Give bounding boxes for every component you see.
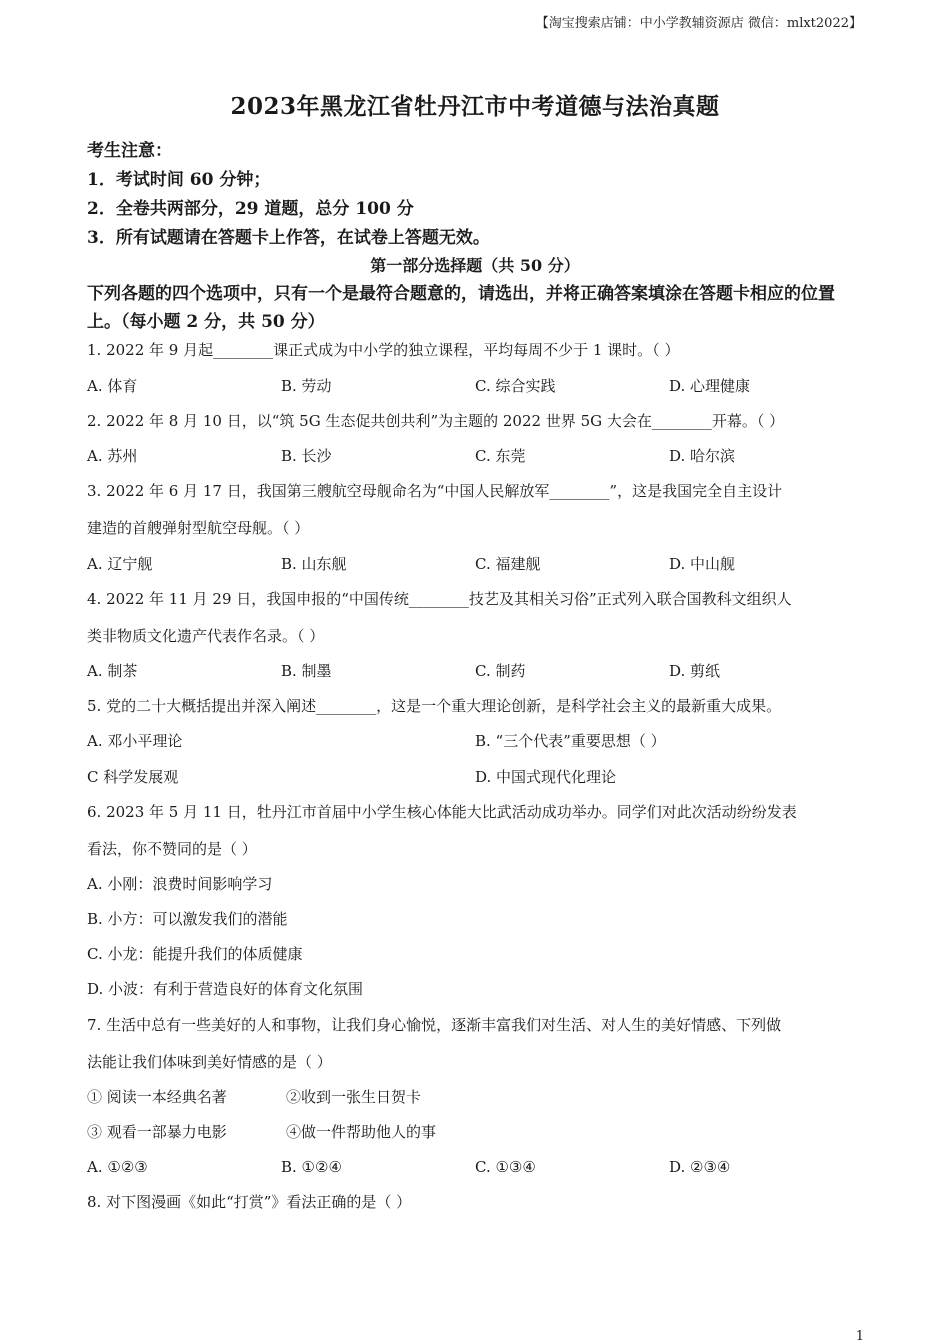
question-7-cont: 法能让我们体味到美好情感的是（ ） (87, 1053, 332, 1071)
option-a: A. ①②③ (87, 1158, 148, 1176)
option-b: B. “三个代表”重要思想（ ） (475, 732, 666, 750)
option-c: C. 东莞 (475, 447, 526, 465)
option-c: C. 综合实践 (475, 377, 556, 395)
question-3-cont: 建造的首艘弹射型航空母舰。（ ） (87, 519, 310, 537)
option-d: D. ②③④ (669, 1158, 731, 1176)
question-2: 2. 2022 年 8 月 10 日，以“筑 5G 生态促共创共利”为主题的 2022 世界 5G 大会在________开幕。（ ） (87, 412, 785, 430)
option-b: B. 劳动 (281, 377, 332, 395)
question-8: 8. 对下图漫画《如此“打赏”》看法正确的是（ ） (87, 1193, 412, 1211)
option-d: D. 剪纸 (669, 662, 721, 680)
page-number: 1 (855, 1329, 864, 1344)
part-title: 第一部分选择题（共 50 分） (370, 256, 580, 275)
option-b: B. 山东舰 (281, 555, 347, 573)
question-4-cont: 类非物质文化遗产代表作名录。（ ） (87, 627, 325, 645)
question-5: 5. 党的二十大概括提出并深入阐述________，这是一个重大理论创新，是科学社会主义的最新重大成果。 (87, 697, 782, 715)
statement-item: ④做一件帮助他人的事 (286, 1123, 437, 1141)
option-a: A. 苏州 (87, 447, 138, 465)
part-instruction: 下列各题的四个选项中，只有一个是最符合题意的，请选出，并将正确答案填涂在答题卡相应的位置上。（每小题 2 分，共 50 分） (87, 284, 835, 332)
option-d: D. 中山舰 (669, 555, 736, 573)
option-d: D. 哈尔滨 (669, 447, 736, 465)
question-6-cont: 看法，你不赞同的是（ ） (87, 840, 257, 858)
question-3: 3. 2022 年 6 月 17 日，我国第三艘航空母舰命名为“中国人民解放军________”，这是我国完全自主设计 (87, 482, 783, 500)
notice-item: 3．所有试题请在答题卡上作答，在试卷上答题无效。 (87, 228, 490, 248)
option-b: B. 制墨 (281, 662, 332, 680)
statement-item: ②收到一张生日贺卡 (286, 1088, 422, 1106)
option-b: B. 小方：可以激发我们的潜能 (87, 910, 288, 928)
exam-title: 2023年黑龙江省牡丹江市中考道德与法治真题 (230, 93, 720, 120)
statement-item: ③ 观看一部暴力电影 (87, 1123, 227, 1141)
option-c: C. 制药 (475, 662, 526, 680)
option-a: A. 制茶 (87, 662, 138, 680)
option-a: A. 辽宁舰 (87, 555, 153, 573)
store-header: 【淘宝搜索店铺：中小学教辅资源店 微信：mlxt2022】 (535, 16, 862, 31)
option-c: C 科学发展观 (87, 768, 179, 786)
notice-item: 1．考试时间 60 分钟； (87, 170, 271, 190)
question-6: 6. 2023 年 5 月 11 日，牡丹江市首届中小学生核心体能大比武活动成功举办。同学们对此次活动纷纷发表 (87, 803, 797, 821)
option-d: D. 心理健康 (669, 377, 751, 395)
option-b: B. 长沙 (281, 447, 332, 465)
notice-item: 2．全卷共两部分，29 道题，总分 100 分 (87, 199, 414, 219)
option-a: A. 邓小平理论 (87, 732, 183, 750)
option-c: C. 福建舰 (475, 555, 541, 573)
option-c: C. ①③④ (475, 1158, 536, 1176)
option-a: A. 小刚：浪费时间影响学习 (87, 875, 273, 893)
option-b: B. ①②④ (281, 1158, 342, 1176)
question-4: 4. 2022 年 11 月 29 日，我国申报的“中国传统________技艺及其相关习俗”正式列入联合国教科文组织人 (87, 590, 792, 608)
option-a: A. 体育 (87, 377, 138, 395)
option-d: D. 中国式现代化理论 (475, 768, 617, 786)
option-d: D. 小波：有利于营造良好的体育文化氛围 (87, 980, 364, 998)
option-c: C. 小龙：能提升我们的体质健康 (87, 945, 303, 963)
question-1: 1. 2022 年 9 月起________课正式成为中小学的独立课程，平均每周不少于 1 课时。（ ） (87, 341, 680, 359)
notice-heading: 考生注意： (87, 141, 172, 161)
question-7: 7. 生活中总有一些美好的人和事物，让我们身心愉悦，逐渐丰富我们对生活、对人生的美好情感、下列做 (87, 1016, 782, 1034)
statement-item: ① 阅读一本经典名著 (87, 1088, 227, 1106)
